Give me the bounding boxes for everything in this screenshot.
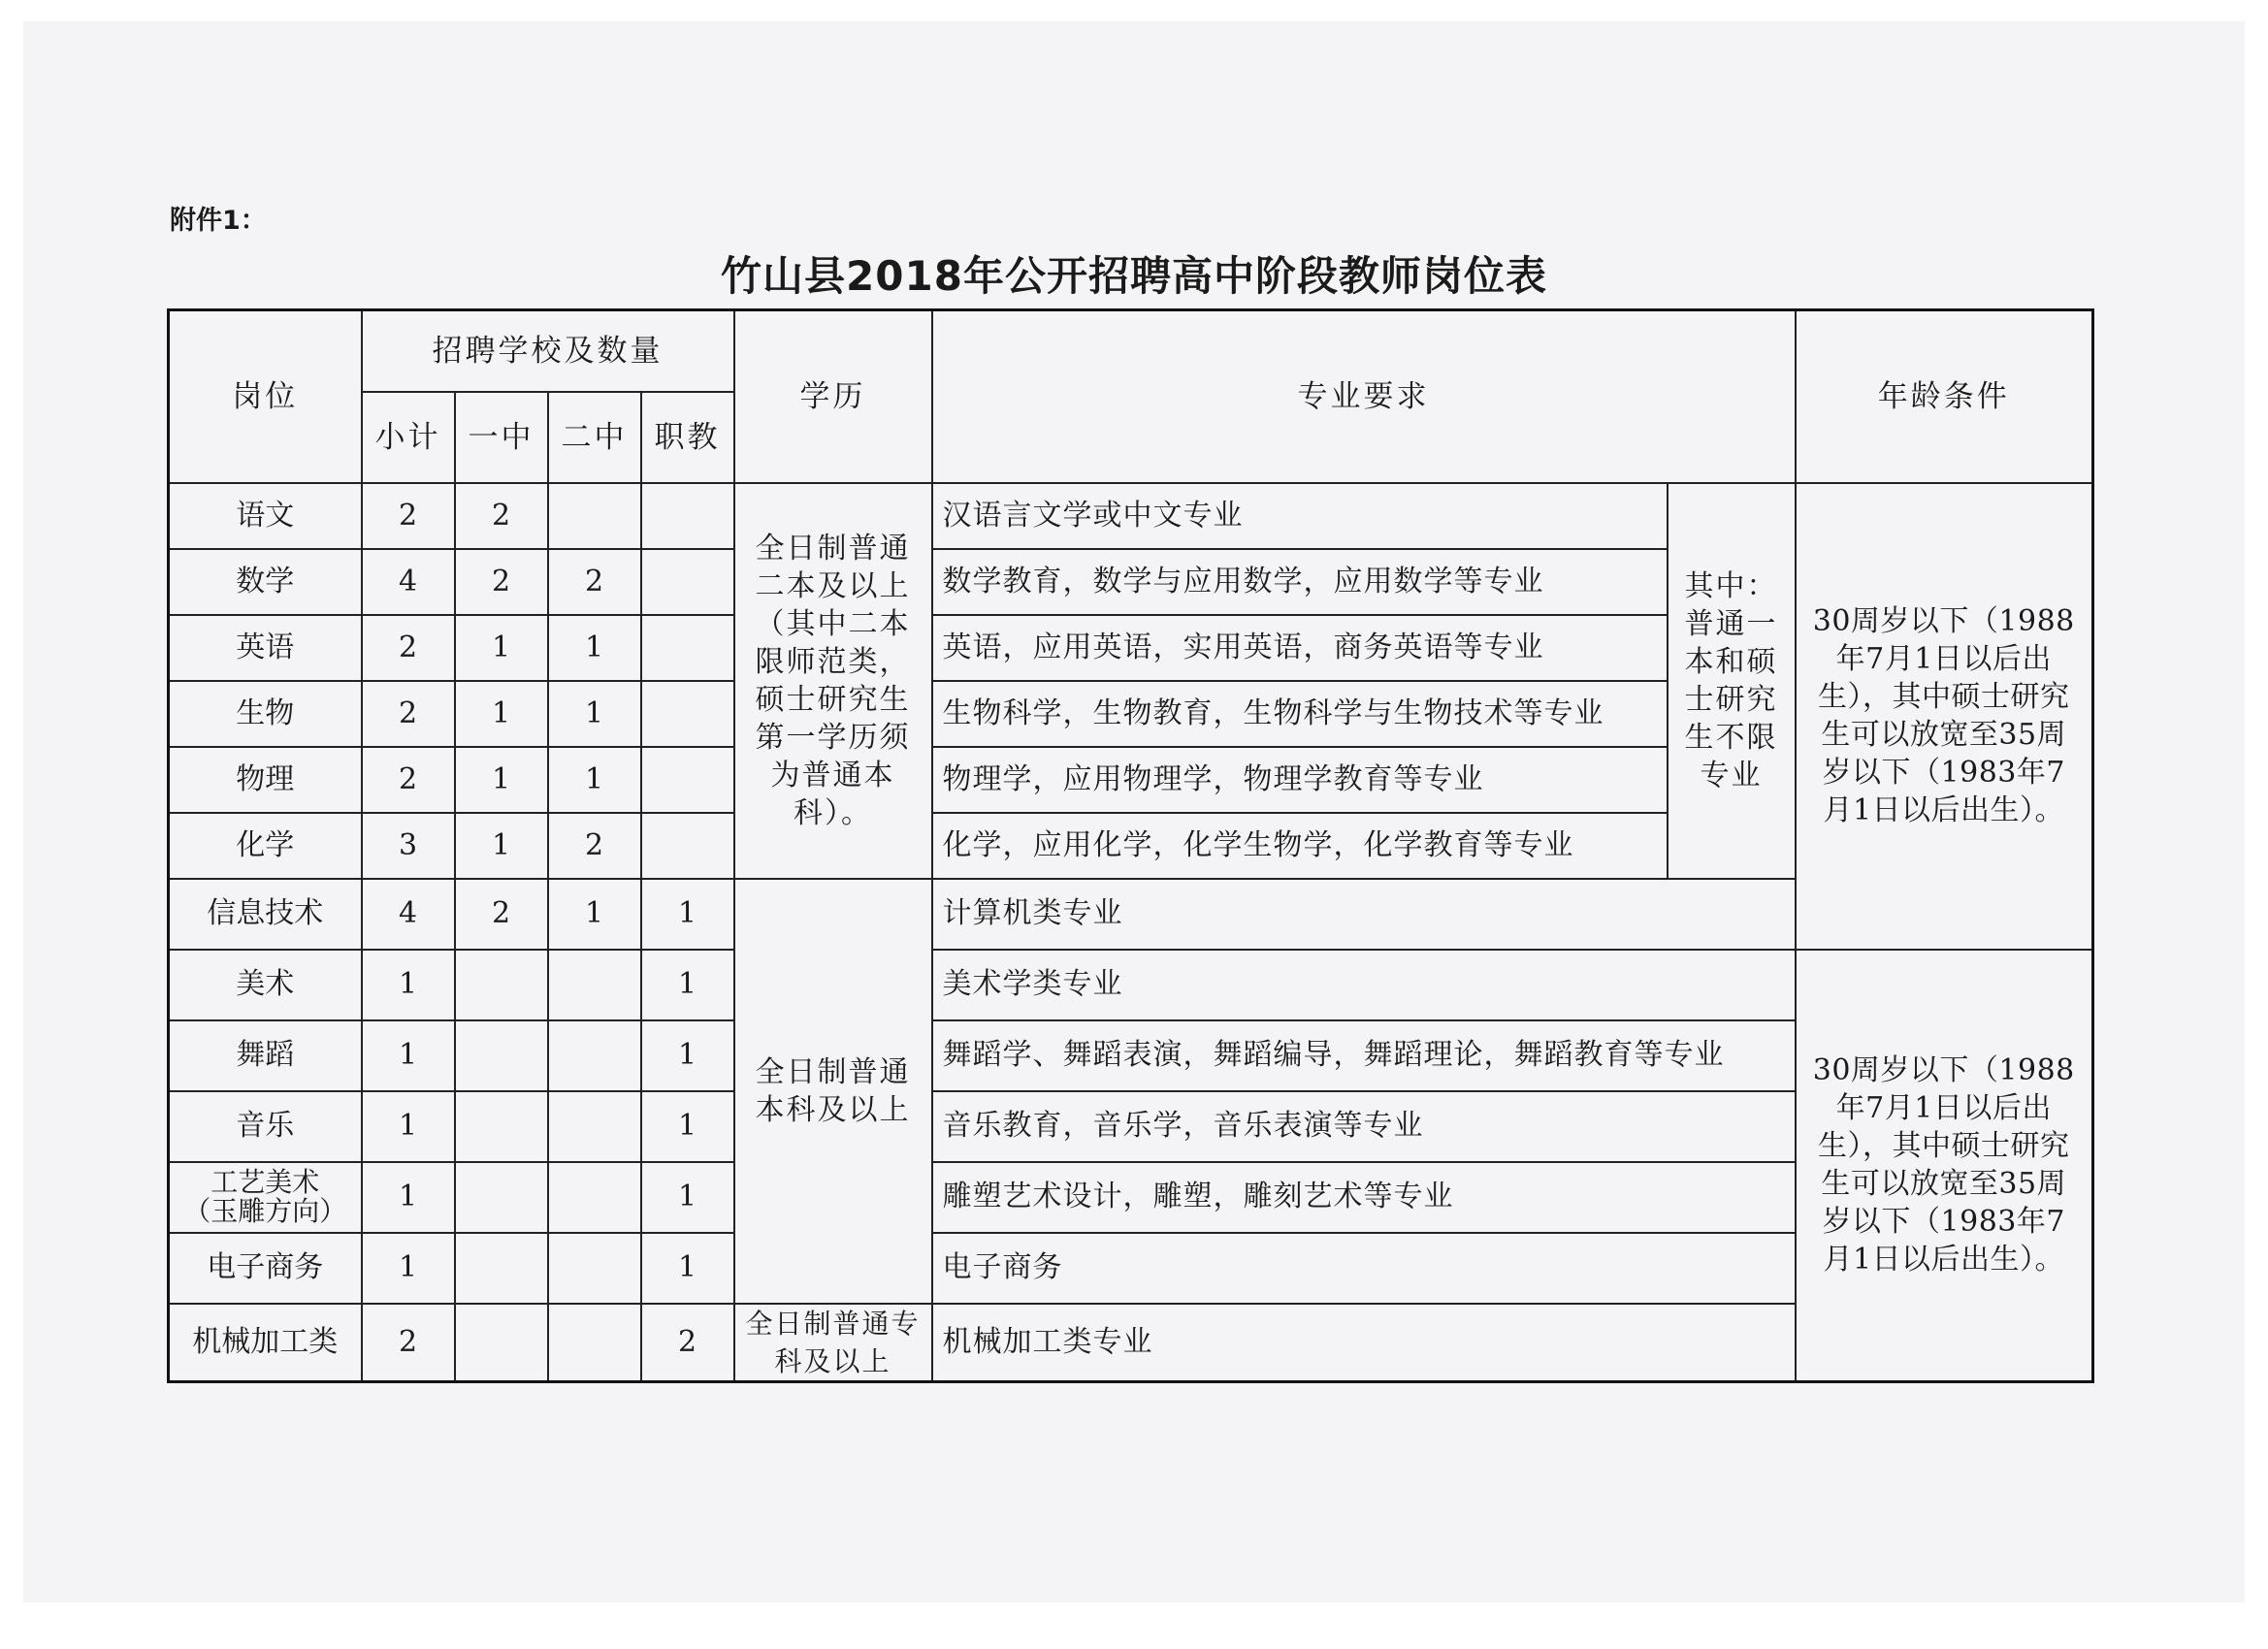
cell-position: 音乐 xyxy=(169,1091,362,1162)
cell-school2 xyxy=(548,950,641,1020)
cell-vocational: 2 xyxy=(641,1304,734,1382)
cell-subtotal: 2 xyxy=(362,483,455,549)
cell-position xyxy=(169,1162,362,1233)
cell-school2: 2 xyxy=(548,549,641,615)
cell-position: 数学 xyxy=(169,549,362,615)
cell-major: 生物科学，生物教育，生物科学与生物技术等专业 xyxy=(932,681,1668,747)
cell-position: 美术 xyxy=(169,950,362,1020)
position-subtitle: （玉雕方向） xyxy=(183,1195,347,1227)
cell-subtotal: 3 xyxy=(362,813,455,879)
header-schools-group: 招聘学校及数量 xyxy=(362,310,734,392)
cell-school2: 2 xyxy=(548,813,641,879)
cell-school2 xyxy=(548,1162,641,1233)
cell-position: 语文 xyxy=(169,483,362,549)
cell-school2: 1 xyxy=(548,615,641,681)
cell-school1 xyxy=(455,1162,548,1233)
cell-vocational: 1 xyxy=(641,1233,734,1304)
cell-subtotal: 2 xyxy=(362,615,455,681)
cell-subtotal: 1 xyxy=(362,1091,455,1162)
cell-education-group-3: 全日制普通专科及以上 xyxy=(734,1304,932,1382)
cell-subtotal: 4 xyxy=(362,879,455,950)
cell-subtotal: 1 xyxy=(362,950,455,1020)
cell-school2: 1 xyxy=(548,879,641,950)
cell-major: 电子商务 xyxy=(932,1233,1796,1304)
cell-position: 电子商务 xyxy=(169,1233,362,1304)
cell-major: 化学，应用化学，化学生物学，化学教育等专业 xyxy=(932,813,1668,879)
cell-position: 英语 xyxy=(169,615,362,681)
cell-education-group-1: 全日制普通二本及以上（其中二本限师范类，硕士研究生第一学历须为普通本科）。 xyxy=(734,483,932,879)
header-school2: 二中 xyxy=(548,392,641,483)
cell-major: 舞蹈学、舞蹈表演，舞蹈编导，舞蹈理论，舞蹈教育等专业 xyxy=(932,1020,1796,1091)
header-vocational: 职教 xyxy=(641,392,734,483)
header-subtotal: 小计 xyxy=(362,392,455,483)
cell-school1: 1 xyxy=(455,747,548,813)
cell-position: 化学 xyxy=(169,813,362,879)
table-row xyxy=(169,483,2093,549)
cell-position: 信息技术 xyxy=(169,879,362,950)
cell-major-note: 其中：普通一本和硕士研究生不限专业 xyxy=(1668,483,1796,879)
cell-major: 美术学类专业 xyxy=(932,950,1796,1020)
cell-position: 舞蹈 xyxy=(169,1020,362,1091)
cell-vocational: 1 xyxy=(641,879,734,950)
cell-subtotal: 2 xyxy=(362,1304,455,1382)
attachment-label: 附件1： xyxy=(170,206,267,236)
cell-vocational: 1 xyxy=(641,1020,734,1091)
cell-vocational: 1 xyxy=(641,1091,734,1162)
cell-school1 xyxy=(455,1020,548,1091)
cell-school2 xyxy=(548,483,641,549)
cell-age-group-2: 30周岁以下（1988年7月1日以后出生），其中硕士研究生可以放宽至35周岁以下（1983年7月1日以后出生）。 xyxy=(1796,950,2093,1382)
cell-school1 xyxy=(455,1091,548,1162)
cell-major: 汉语言文学或中文专业 xyxy=(932,483,1668,549)
cell-school2 xyxy=(548,1020,641,1091)
cell-major: 计算机类专业 xyxy=(932,879,1796,950)
cell-vocational xyxy=(641,813,734,879)
cell-vocational xyxy=(641,615,734,681)
header-education: 学历 xyxy=(734,310,932,483)
position-name: 工艺美术 xyxy=(211,1166,320,1198)
cell-school1: 1 xyxy=(455,813,548,879)
cell-vocational: 1 xyxy=(641,1162,734,1233)
cell-position: 生物 xyxy=(169,681,362,747)
cell-vocational xyxy=(641,681,734,747)
cell-school1: 2 xyxy=(455,483,548,549)
cell-subtotal: 1 xyxy=(362,1233,455,1304)
header-age: 年龄条件 xyxy=(1796,310,2093,483)
cell-school2 xyxy=(548,1304,641,1382)
cell-school2 xyxy=(548,1091,641,1162)
cell-major: 英语，应用英语，实用英语，商务英语等专业 xyxy=(932,615,1668,681)
recruitment-table xyxy=(167,308,2094,1383)
cell-school1 xyxy=(455,1233,548,1304)
cell-school2: 1 xyxy=(548,747,641,813)
cell-school1: 1 xyxy=(455,681,548,747)
cell-subtotal: 1 xyxy=(362,1020,455,1091)
cell-school1: 1 xyxy=(455,615,548,681)
table-row xyxy=(169,950,2093,1020)
cell-school1: 2 xyxy=(455,549,548,615)
cell-vocational xyxy=(641,747,734,813)
cell-school1 xyxy=(455,950,548,1020)
cell-school1 xyxy=(455,1304,548,1382)
header-position: 岗位 xyxy=(169,310,362,483)
cell-major: 机械加工类专业 xyxy=(932,1304,1796,1382)
cell-major: 音乐教育，音乐学，音乐表演等专业 xyxy=(932,1091,1796,1162)
cell-major: 数学教育，数学与应用数学，应用数学等专业 xyxy=(932,549,1668,615)
cell-vocational xyxy=(641,549,734,615)
cell-education-group-2: 全日制普通本科及以上 xyxy=(734,879,932,1304)
cell-vocational: 1 xyxy=(641,950,734,1020)
cell-age-group-1: 30周岁以下（1988年7月1日以后出生），其中硕士研究生可以放宽至35周岁以下（1983年7月1日以后出生）。 xyxy=(1796,483,2093,950)
cell-subtotal: 4 xyxy=(362,549,455,615)
header-school1: 一中 xyxy=(455,392,548,483)
cell-subtotal: 2 xyxy=(362,681,455,747)
cell-major: 物理学，应用物理学，物理学教育等专业 xyxy=(932,747,1668,813)
cell-school2: 1 xyxy=(548,681,641,747)
cell-school1: 2 xyxy=(455,879,548,950)
cell-school2 xyxy=(548,1233,641,1304)
header-major: 专业要求 xyxy=(932,310,1796,483)
cell-position: 机械加工类 xyxy=(169,1304,362,1382)
cell-vocational xyxy=(641,483,734,549)
cell-position: 物理 xyxy=(169,747,362,813)
cell-subtotal: 2 xyxy=(362,747,455,813)
cell-subtotal: 1 xyxy=(362,1162,455,1233)
cell-major: 雕塑艺术设计，雕塑，雕刻艺术等专业 xyxy=(932,1162,1796,1233)
page-title: 竹山县2018年公开招聘高中阶段教师岗位表 xyxy=(721,252,1547,300)
